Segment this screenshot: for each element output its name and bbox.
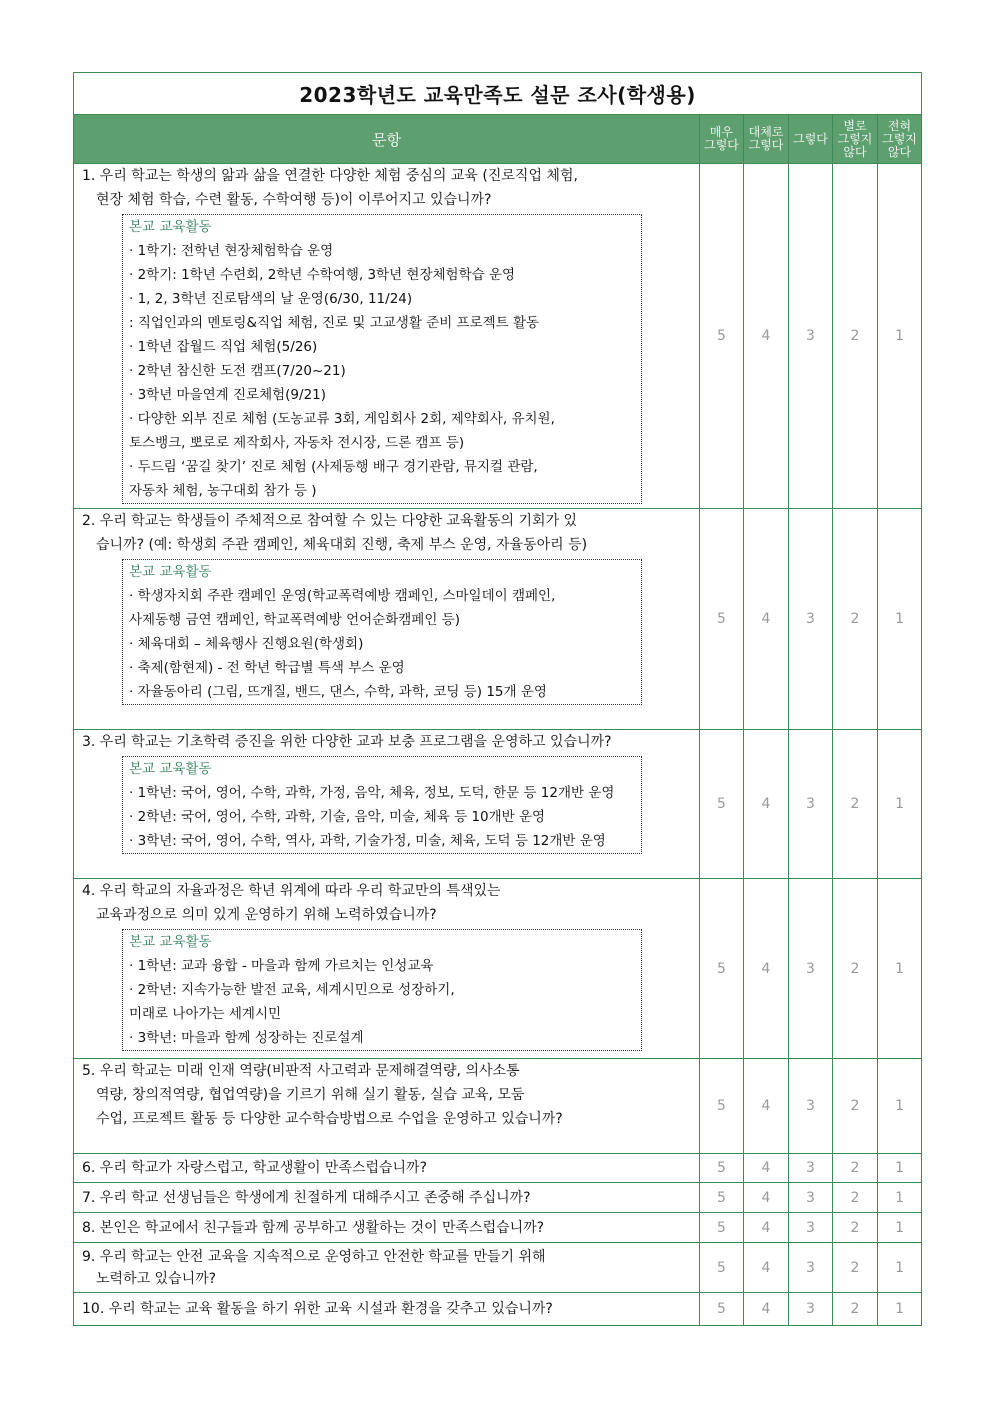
answer-option-3[interactable]: 3 (789, 164, 833, 509)
answer-option-5[interactable]: 5 (700, 1183, 744, 1213)
answer-option-5[interactable]: 5 (700, 1243, 744, 1293)
question-text: 8. 본인은 학교에서 친구들과 함께 공부하고 생활하는 것이 만족스럽습니까? (82, 1219, 545, 1236)
question-row (74, 1154, 922, 1183)
answer-option-2[interactable]: 2 (833, 1243, 878, 1293)
answer-option-3[interactable]: 3 (789, 730, 833, 879)
answer-option-2[interactable]: 2 (833, 730, 878, 879)
answer-option-3[interactable]: 3 (789, 1154, 833, 1183)
question-text: 7. 우리 학교 선생님들은 학생에게 친절하게 대해주시고 존중해 주십니까? (82, 1189, 531, 1206)
answer-option-1[interactable]: 1 (878, 1154, 922, 1183)
answer-option-4[interactable]: 4 (744, 1243, 789, 1293)
activity-item: · 축제(함현제) - 전 학년 학급별 특색 부스 운영 (129, 660, 405, 676)
answer-option-1[interactable]: 1 (878, 1243, 922, 1293)
answer-option-1[interactable]: 1 (878, 1183, 922, 1213)
activity-item: · 3학년: 마을과 함께 성장하는 진로설계 (129, 1030, 364, 1046)
answer-option-2[interactable]: 2 (833, 1059, 878, 1154)
question-cell (74, 1293, 700, 1326)
box-title: 본교 교육활동 (129, 934, 212, 950)
school-activities-box (122, 214, 642, 504)
answer-option-2[interactable]: 2 (833, 1213, 878, 1243)
question-row (74, 1243, 922, 1293)
answer-option-5[interactable]: 5 (700, 1293, 744, 1326)
answer-option-1[interactable]: 1 (878, 1213, 922, 1243)
question-row (74, 1293, 922, 1326)
question-text: 9. 우리 학교는 안전 교육을 지속적으로 운영하고 안전한 학교를 만들기 위해 노력하고 있습니까? (82, 1248, 546, 1287)
question-row (74, 730, 922, 879)
box-title: 본교 교육활동 (129, 564, 212, 580)
answer-option-2[interactable]: 2 (833, 509, 878, 730)
answer-option-4[interactable]: 4 (744, 879, 789, 1059)
answer-option-4[interactable]: 4 (744, 1059, 789, 1154)
answer-option-5[interactable]: 5 (700, 1059, 744, 1154)
answer-option-3[interactable]: 3 (789, 1293, 833, 1326)
scale-header-4: 대체로 그렇다 (744, 115, 789, 164)
activity-item: · 1, 2, 3학년 진로탐색의 날 운영(6/30, 11/24) : 직업인과의 멘토링&직업 체험, 진로 및 고교생활 준비 프로젝트 활동 (129, 291, 540, 331)
question-text: 10. 우리 학교는 교육 활동을 하기 위한 교육 시설과 환경을 갖추고 있습니까? (82, 1301, 553, 1317)
answer-option-3[interactable]: 3 (789, 1213, 833, 1243)
question-row (74, 1059, 922, 1154)
question-row (74, 1183, 922, 1213)
question-row (74, 879, 922, 1059)
question-cell (74, 509, 700, 730)
answer-option-4[interactable]: 4 (744, 164, 789, 509)
answer-option-5[interactable]: 5 (700, 164, 744, 509)
answer-option-5[interactable]: 5 (700, 879, 744, 1059)
header-row (74, 115, 922, 164)
answer-option-1[interactable]: 1 (878, 164, 922, 509)
answer-option-2[interactable]: 2 (833, 1183, 878, 1213)
activity-item: · 3학년 마을연계 진로체험(9/21) (129, 387, 327, 403)
activity-item: · 1학년 잡월드 직업 체험(5/26) (129, 339, 318, 355)
school-activities-box (122, 929, 642, 1051)
question-text: 2. 우리 학교는 학생들이 주체적으로 참여할 수 있는 다양한 교육활동의 기회가 있 습니까? (예: 학생회 주관 캠페인, 체육대회 진행, 축제 부스 운영, 자율동아리 등) (82, 513, 588, 553)
question-cell (74, 1213, 700, 1243)
activity-item: · 3학년: 국어, 영어, 수학, 역사, 과학, 기술가정, 미술, 체육, 도덕 등 12개반 운영 (129, 833, 606, 849)
answer-option-2[interactable]: 2 (833, 879, 878, 1059)
answer-option-5[interactable]: 5 (700, 1154, 744, 1183)
question-text: 4. 우리 학교의 자율과정은 학년 위계에 따라 우리 학교만의 특색있는 교육과정으로 의미 있게 운영하기 위해 노력하였습니까? (82, 883, 501, 923)
box-title: 본교 교육활동 (129, 219, 212, 235)
question-text: 5. 우리 학교는 미래 인재 역량(비판적 사고력과 문제해결역량, 의사소통 역량, 창의적역량, 협업역량)을 기르기 위해 실기 활동, 실습 교육, 모둠 수업, 프로젝트 활동 등 다양한 교수학습방법으로 수업을 운영하고 있습니까? (82, 1063, 563, 1127)
answer-option-4[interactable]: 4 (744, 509, 789, 730)
question-row (74, 509, 922, 730)
answer-option-1[interactable]: 1 (878, 509, 922, 730)
answer-option-1[interactable]: 1 (878, 879, 922, 1059)
question-cell (74, 879, 700, 1059)
answer-option-4[interactable]: 4 (744, 1213, 789, 1243)
answer-option-4[interactable]: 4 (744, 1183, 789, 1213)
answer-option-5[interactable]: 5 (700, 509, 744, 730)
scale-header-3: 그렇다 (789, 115, 833, 164)
survey-table (73, 72, 922, 1326)
question-cell (74, 730, 700, 879)
activity-item: · 자율동아리 (그림, 뜨개질, 밴드, 댄스, 수학, 과학, 코딩 등) 15개 운영 (129, 684, 547, 700)
activity-item: · 체육대회 – 체육행사 진행요원(학생회) (129, 636, 364, 652)
survey-title: 2023학년도 교육만족도 설문 조사(학생용) (74, 73, 922, 115)
question-text: 1. 우리 학교는 학생의 앎과 삶을 연결한 다양한 체험 중심의 교육 (진로직업 체험, 현장 체험 학습, 수련 활동, 수학여행 등)이 이루어지고 있습니까? (82, 168, 578, 208)
activity-item: · 1학년: 교과 융합 - 마을과 함께 가르치는 인성교육 (129, 958, 434, 974)
scale-header-1: 전혀 그렇지 않다 (878, 115, 922, 164)
answer-option-2[interactable]: 2 (833, 1154, 878, 1183)
answer-option-3[interactable]: 3 (789, 1243, 833, 1293)
question-row (74, 1213, 922, 1243)
answer-option-3[interactable]: 3 (789, 1183, 833, 1213)
question-column-header: 문항 (74, 115, 700, 164)
school-activities-box (122, 756, 642, 854)
question-text: 3. 우리 학교는 기초학력 증진을 위한 다양한 교과 보충 프로그램을 운영하고 있습니까? (82, 734, 612, 750)
activity-item: · 두드림 ‘꿈길 찾기’ 진로 체험 (사제동행 배구 경기관람, 뮤지컬 관람, 자동차 체험, 농구대회 참가 등 ) (129, 459, 538, 499)
answer-option-3[interactable]: 3 (789, 879, 833, 1059)
activity-item: · 2학년: 지속가능한 발전 교육, 세계시민으로 성장하기, 미래로 나아가는 세계시민 (129, 982, 455, 1022)
answer-option-5[interactable]: 5 (700, 1213, 744, 1243)
activity-item: · 2학년: 국어, 영어, 수학, 과학, 기술, 음악, 미술, 체육 등 10개반 운영 (129, 809, 546, 825)
question-cell (74, 1243, 700, 1293)
question-cell (74, 1154, 700, 1183)
scale-header-2: 별로 그렇지 않다 (833, 115, 878, 164)
answer-option-4[interactable]: 4 (744, 730, 789, 879)
answer-option-1[interactable]: 1 (878, 730, 922, 879)
answer-option-5[interactable]: 5 (700, 730, 744, 879)
answer-option-4[interactable]: 4 (744, 1154, 789, 1183)
answer-option-4[interactable]: 4 (744, 1293, 789, 1326)
activity-item: · 학생자치회 주관 캠페인 운영(학교폭력예방 캠페인, 스마일데이 캠페인, 사제동행 금연 캠페인, 학교폭력예방 언어순화캠페인 등) (129, 588, 556, 628)
question-cell (74, 164, 700, 509)
activity-item: · 1학년: 국어, 영어, 수학, 과학, 가정, 음악, 체육, 정보, 도덕, 한문 등 12개반 운영 (129, 785, 615, 801)
question-cell (74, 1183, 700, 1213)
question-row (74, 164, 922, 509)
answer-option-1[interactable]: 1 (878, 1059, 922, 1154)
activity-item: · 다양한 외부 진로 체험 (도농교류 3회, 게임회사 2회, 제약회사, 유치원, 토스뱅크, 뽀로로 제작회사, 자동차 전시장, 드론 캠프 등) (129, 411, 555, 451)
answer-option-2[interactable]: 2 (833, 164, 878, 509)
answer-option-3[interactable]: 3 (789, 1059, 833, 1154)
scale-header-5: 매우 그렇다 (700, 115, 744, 164)
question-text: 6. 우리 학교가 자랑스럽고, 학교생활이 만족스럽습니까? (82, 1160, 428, 1176)
box-title: 본교 교육활동 (129, 761, 212, 777)
activity-item: · 2학년 참신한 도전 캠프(7/20~21) (129, 363, 346, 379)
answer-option-1[interactable]: 1 (878, 1293, 922, 1326)
question-cell (74, 1059, 700, 1154)
activity-item: · 2학기: 1학년 수련회, 2학년 수학여행, 3학년 현장체험학습 운영 (129, 267, 516, 283)
answer-option-2[interactable]: 2 (833, 1293, 878, 1326)
school-activities-box (122, 559, 642, 705)
activity-item: · 1학기: 전학년 현장체험학습 운영 (129, 243, 334, 259)
answer-option-3[interactable]: 3 (789, 509, 833, 730)
